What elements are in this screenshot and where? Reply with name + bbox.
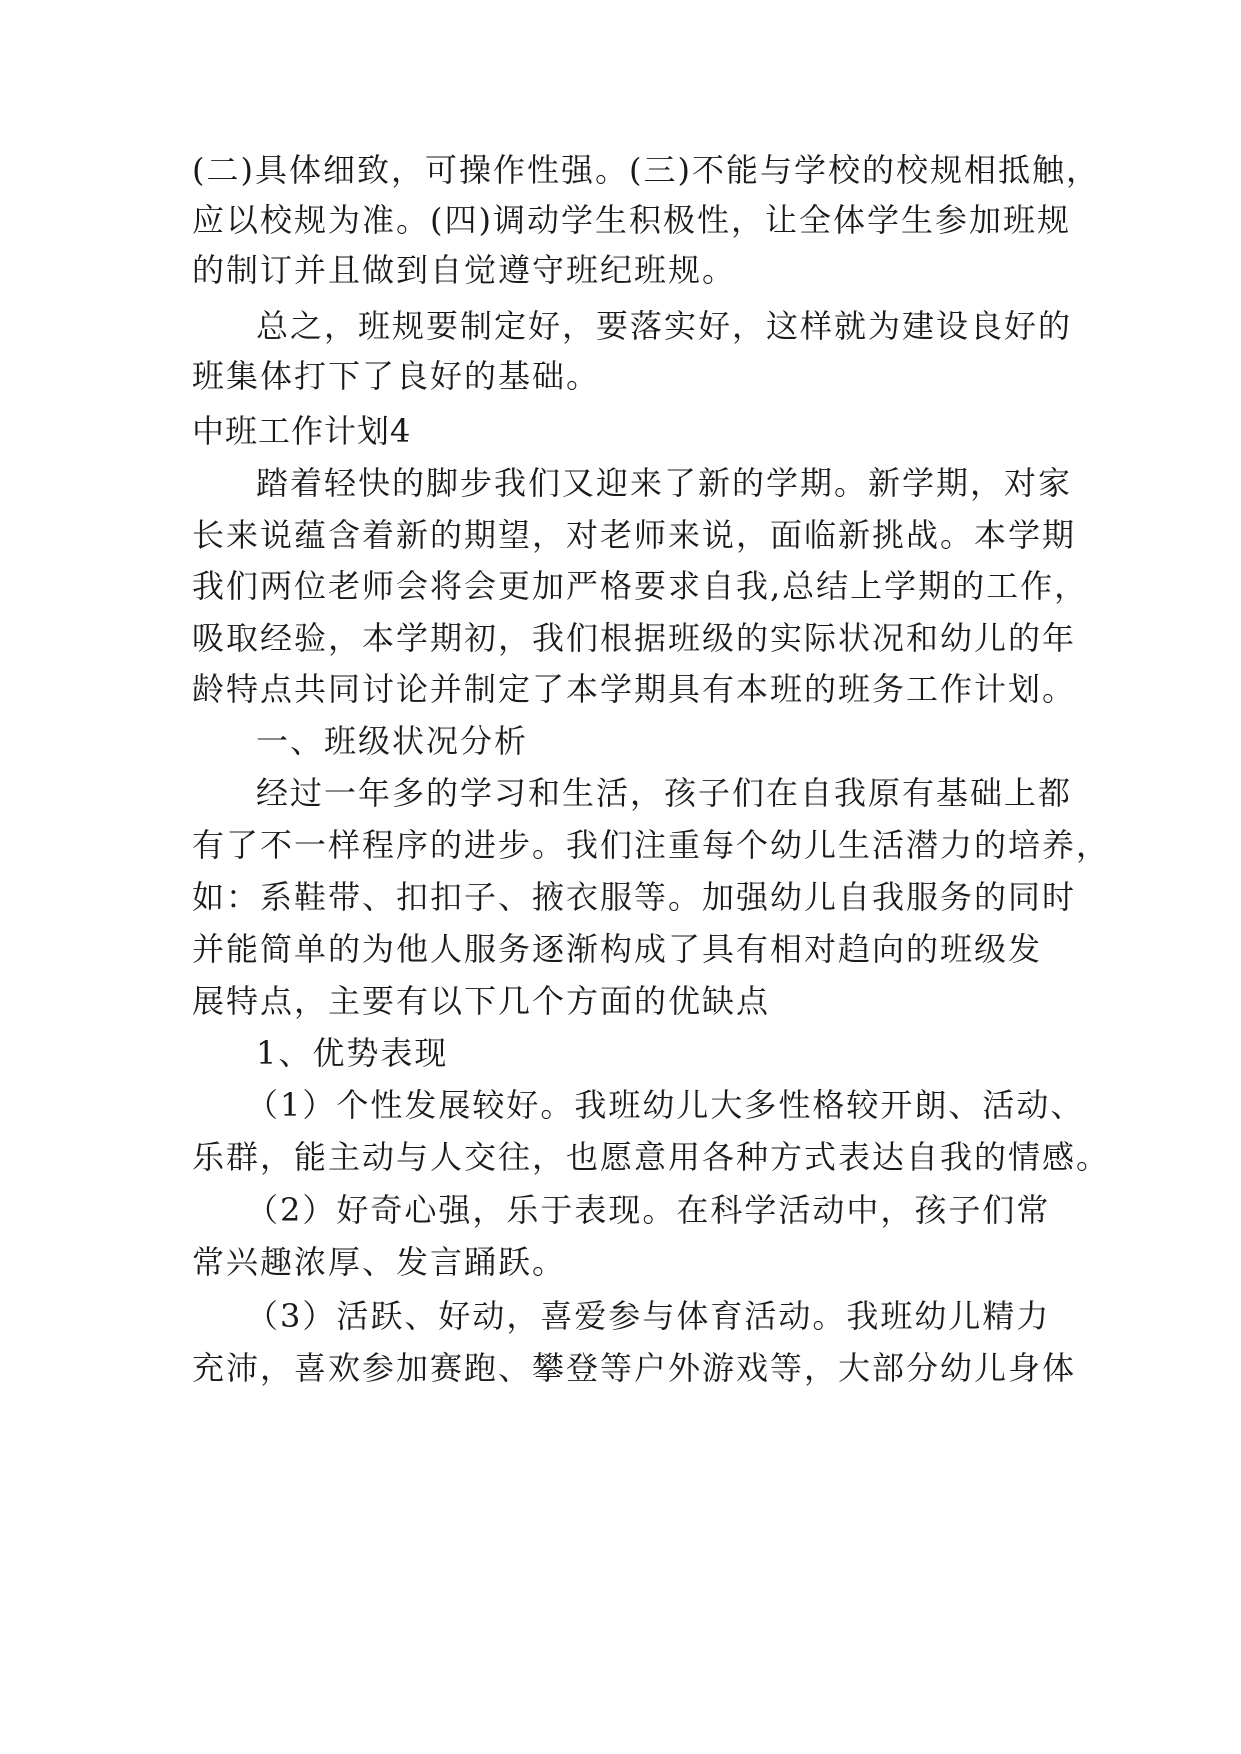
paragraph-line: （2）好奇心强，乐于表现。在科学活动中，孩子们常: [246, 1191, 1051, 1229]
paragraph-line: 乐群，能主动与人交往，也愿意用各种方式表达自我的情感。: [192, 1138, 1111, 1176]
paragraph-line: （3）活跃、好动，喜爱参与体育活动。我班幼儿精力: [246, 1297, 1051, 1335]
paragraph-line: 的制订并且做到自觉遵守班纪班规。: [192, 251, 737, 289]
paragraph-line: 踏着轻快的脚步我们又迎来了新的学期。新学期，对家: [256, 464, 1073, 502]
paragraph-line: 常兴趣浓厚、发言踊跃。: [192, 1243, 567, 1281]
paragraph-line: 经过一年多的学习和生活，孩子们在自我原有基础上都: [256, 774, 1073, 812]
paragraph-line: 有了不一样程序的进步。我们注重每个幼儿生活潜力的培养，: [192, 826, 1111, 864]
paragraph-line: 长来说蕴含着新的期望，对老师来说，面临新挑战。本学期: [192, 516, 1077, 554]
paragraph-line: (二)具体细致，可操作性强。(三)不能与学校的校规相抵触，: [192, 151, 1100, 189]
paragraph-line: 展特点，主要有以下几个方面的优缺点: [192, 982, 771, 1020]
paragraph-line: 吸取经验，本学期初，我们根据班级的实际状况和幼儿的年: [192, 619, 1077, 657]
paragraph-line: 龄特点共同讨论并制定了本学期具有本班的班务工作计划。: [192, 670, 1077, 708]
paragraph-line: 总之，班规要制定好，要落实好，这样就为建设良好的: [256, 307, 1073, 345]
subsection-heading: 1、优势表现: [256, 1034, 449, 1072]
paragraph-line: 如：系鞋带、扣扣子、掖衣服等。加强幼儿自我服务的同时: [192, 878, 1077, 916]
paragraph-line: 并能简单的为他人服务逐渐构成了具有相对趋向的班级发: [192, 930, 1043, 968]
paragraph-line: （1）个性发展较好。我班幼儿大多性格较开朗、活动、: [246, 1086, 1085, 1124]
paragraph-line: 班集体打下了良好的基础。: [192, 357, 601, 395]
paragraph-line: 充沛，喜欢参加赛跑、攀登等户外游戏等，大部分幼儿身体: [192, 1349, 1077, 1387]
subsection-heading: 一、班级状况分析: [256, 722, 529, 760]
paragraph-line: 我们两位老师会将会更加严格要求自我,总结上学期的工作，: [192, 567, 1089, 605]
paragraph-line: 应以校规为准。(四)调动学生积极性，让全体学生参加班规: [192, 201, 1071, 239]
section-title: 中班工作计划4: [192, 412, 412, 450]
